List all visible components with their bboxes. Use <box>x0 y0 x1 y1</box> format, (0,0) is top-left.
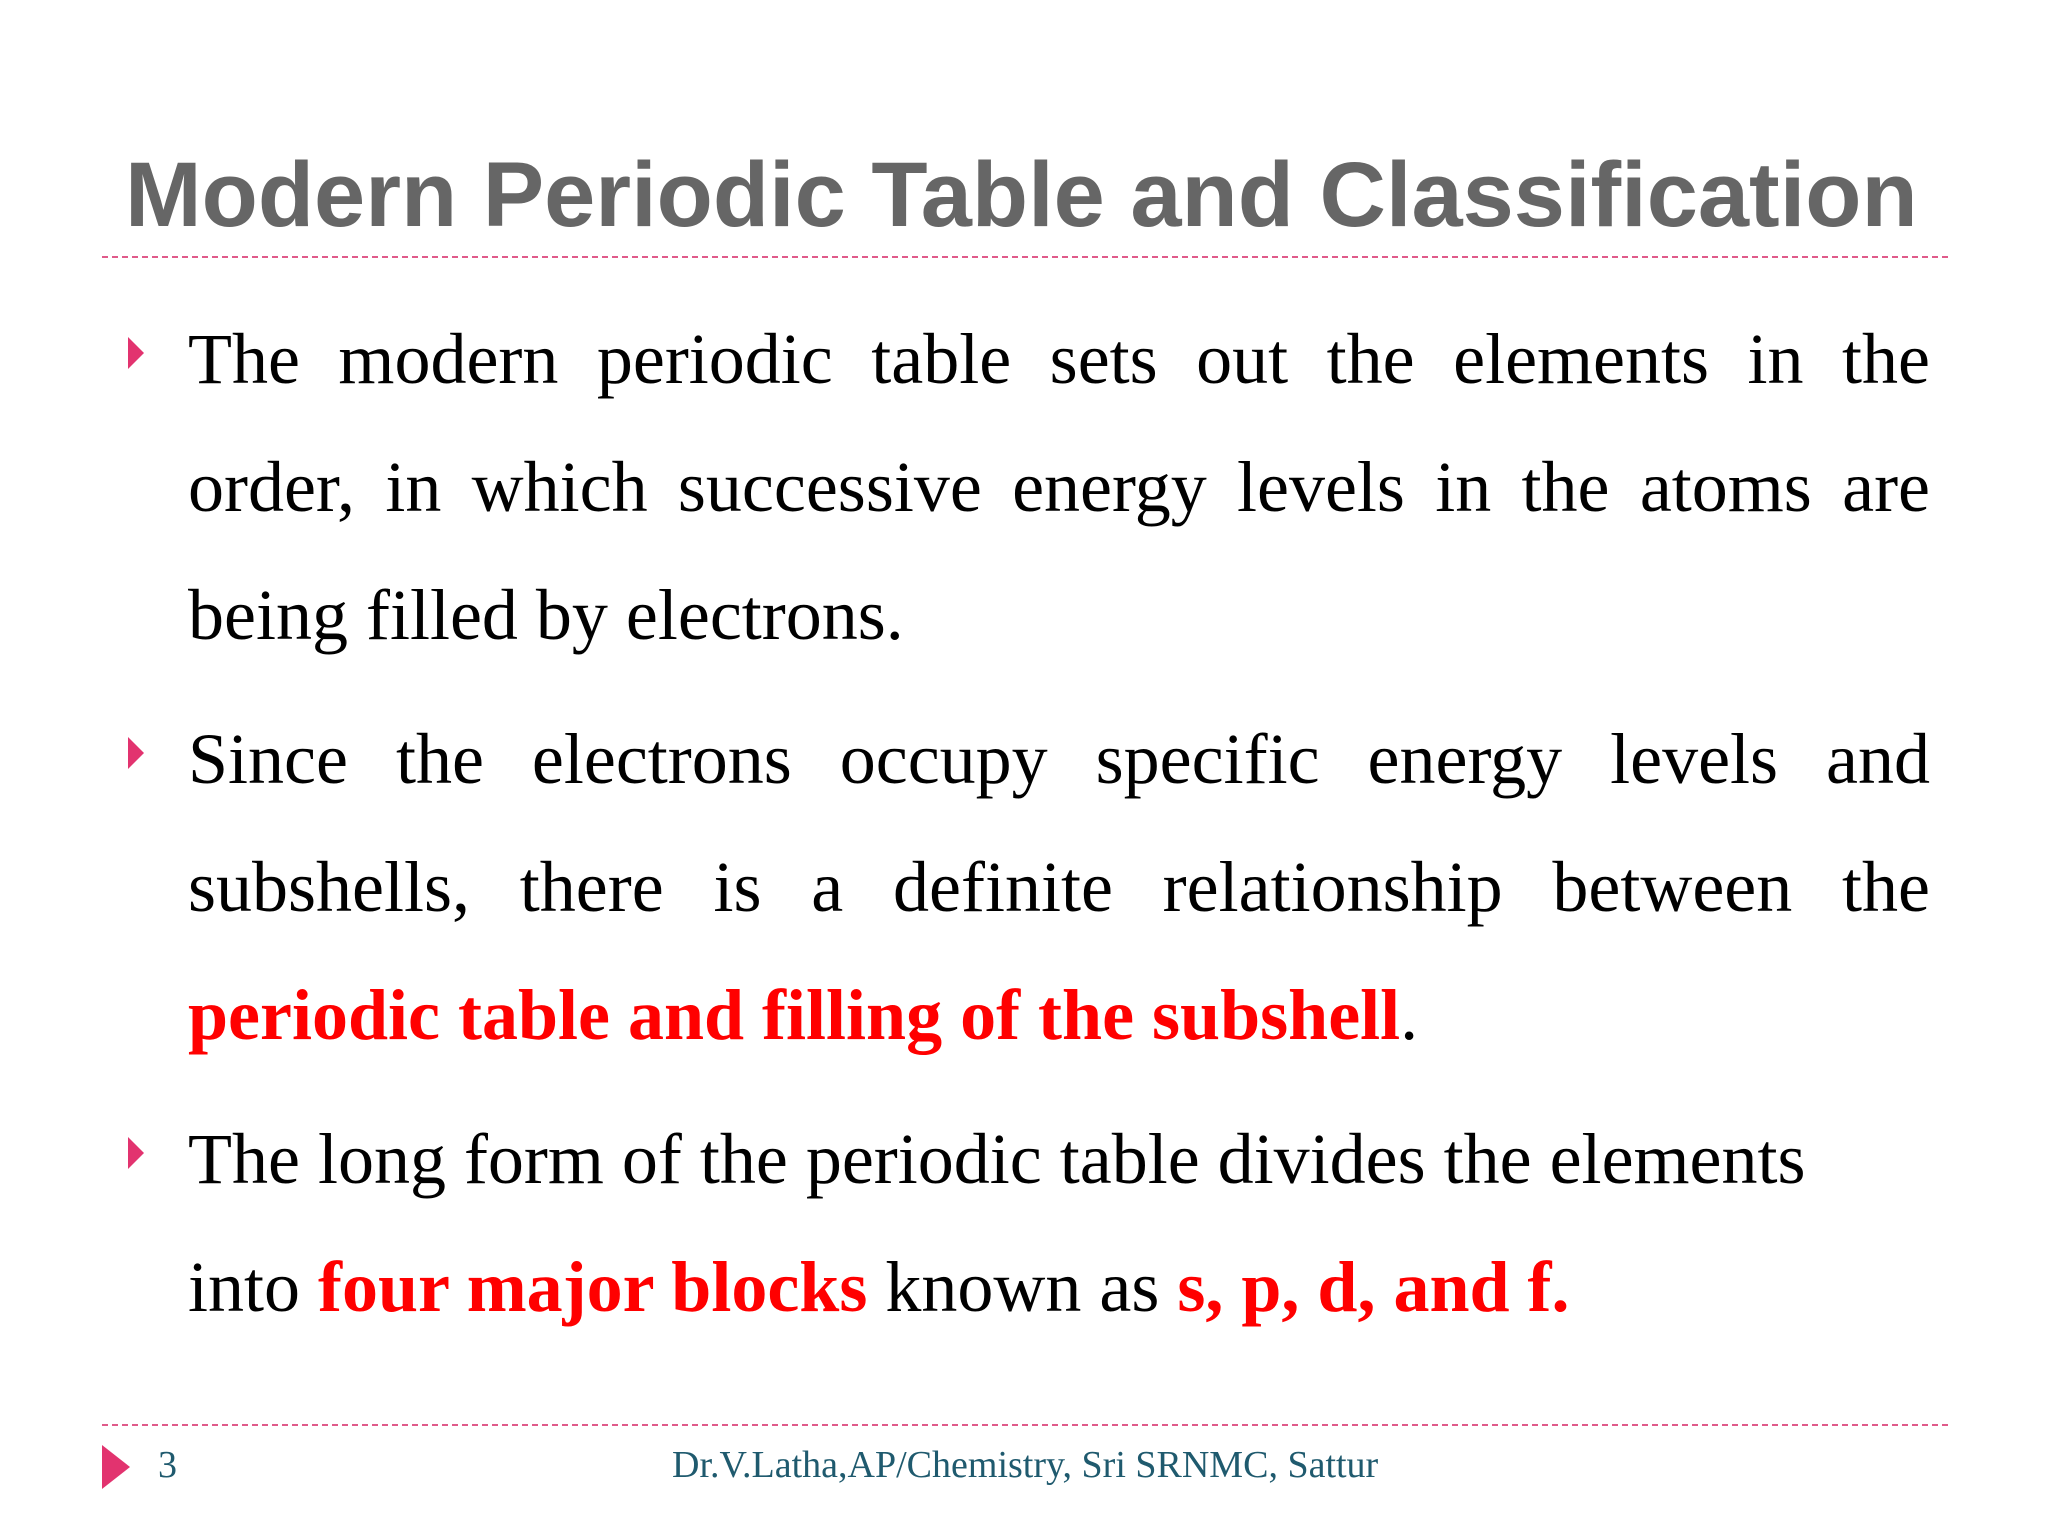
bullet-item <box>125 695 1930 1079</box>
triangle-bullet-icon <box>128 1137 144 1169</box>
bullet-3-highlight-spdf: s, p, d, and f. <box>1177 1247 1570 1327</box>
title-divider <box>102 256 1948 258</box>
triangle-bullet-icon <box>128 737 144 769</box>
footer-arrow-icon <box>102 1445 130 1489</box>
bullet-2-text-end: . <box>1400 975 1419 1055</box>
footer-divider <box>102 1424 1948 1426</box>
bullet-3-text-middle: known as <box>867 1247 1178 1327</box>
bullet-2-highlight: periodic table and filling of the subshell <box>188 975 1401 1055</box>
bullet-text <box>188 695 1930 1079</box>
bullet-text <box>188 295 1930 679</box>
triangle-bullet-icon <box>128 337 144 369</box>
bullet-text <box>188 1095 1930 1351</box>
bullet-item <box>125 295 1930 679</box>
bullet-3-highlight-blocks: four major blocks <box>318 1247 868 1327</box>
page-number: 3 <box>158 1444 177 1486</box>
bullet-2-text: Since the electrons occupy specific energy levels and subshells, there is a definite relationship between the <box>188 719 1930 927</box>
footer-credit: Dr.V.Latha,AP/Chemistry, Sri SRNMC, Sattur <box>672 1444 1379 1486</box>
bullet-item <box>125 1095 1930 1351</box>
slide-title: Modern Periodic Table and Classification <box>125 144 1918 246</box>
bullet-1-text: The modern periodic table sets out the elements in the order, in which successive energy levels in the atoms are being filled by electrons. <box>188 319 1930 655</box>
bullet-list <box>125 295 1930 1367</box>
bullet-3-text: The long form of the periodic table divides the elements into <box>188 1119 1806 1327</box>
